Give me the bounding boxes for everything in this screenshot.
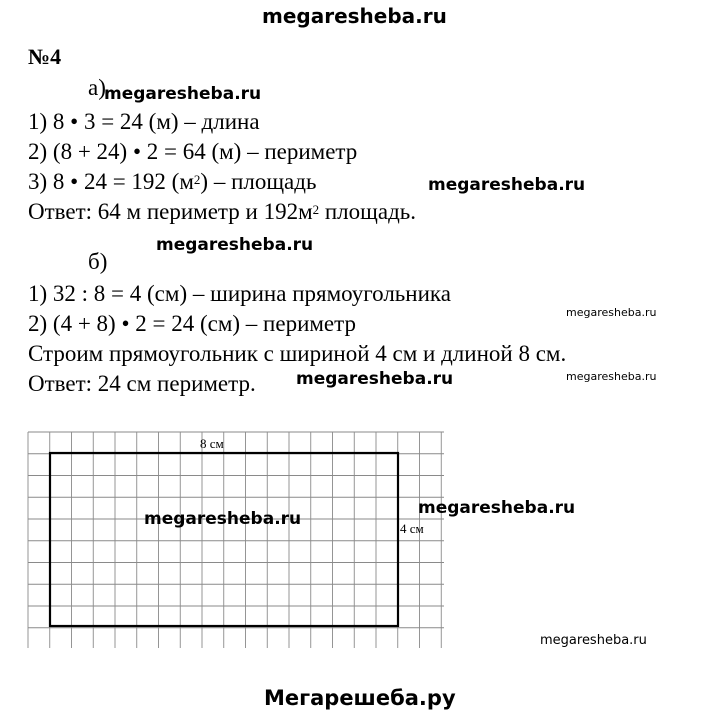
grid-lines — [28, 432, 444, 648]
watermark-small-1: megaresheba.ru — [566, 306, 657, 319]
watermark-a: megaresheba.ru — [104, 84, 262, 104]
part-b-line-3: Строим прямоугольник с шириной 4 см и длиной 8 см. — [28, 341, 567, 366]
part-a-line-3: 3) 8 • 24 = 192 $(м^2)$ – площадь — [28, 169, 317, 194]
watermark-b: megaresheba.ru — [156, 235, 314, 255]
watermark-top: megaresheba.ru — [262, 4, 447, 28]
part-b-answer: Ответ: 24 см периметр. — [28, 371, 256, 396]
part-a-label: а) — [88, 75, 106, 100]
watermark-right-1: megaresheba.ru — [428, 175, 586, 195]
watermark-grid-center: megaresheba.ru — [144, 509, 302, 529]
task-number: №4 — [28, 44, 62, 69]
part-b-line-1: 1) 32 : 8 = 4 (см) – ширина прямоугольника — [28, 281, 451, 306]
part-a-line-1: 1) 8 • 3 = 24 (м) – длина — [28, 109, 260, 134]
part-a-line-2: 2) (8 + 24) • 2 = 64 (м) – периметр — [28, 139, 358, 164]
footer-site: Мегарешеба.ру — [264, 686, 456, 710]
watermark-grid-right: megaresheba.ru — [418, 498, 576, 518]
watermark-small-2: megaresheba.ru — [566, 370, 657, 383]
width-label: 4 см — [400, 521, 424, 536]
length-label: 8 см — [200, 436, 224, 451]
watermark-small-3: megaresheba.ru — [540, 633, 647, 648]
part-b-line-2: 2) (4 + 8) • 2 = 24 (см) – периметр — [28, 311, 356, 336]
part-b-label: б) — [88, 249, 108, 274]
part-a-answer: Ответ: 64 м периметр и $192м^2$ площадь. — [28, 199, 417, 224]
watermark-answer-b: megaresheba.ru — [296, 369, 454, 389]
